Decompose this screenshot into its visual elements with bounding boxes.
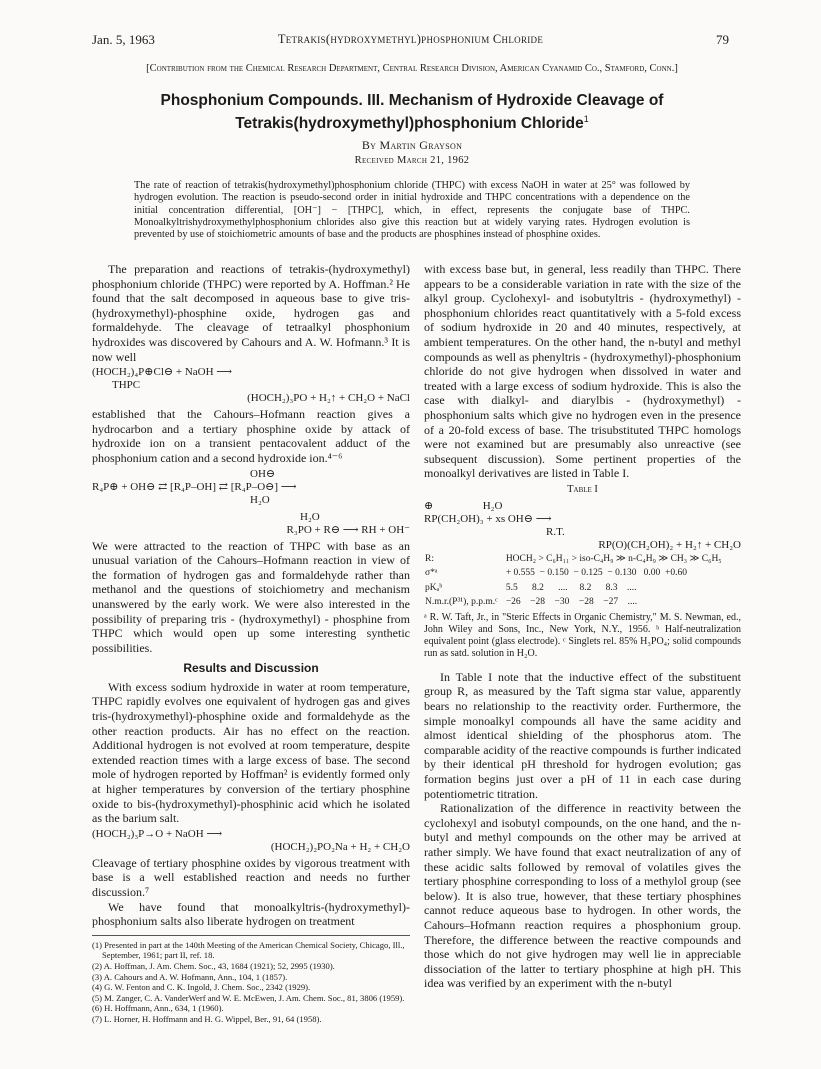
equation-1: (HOCH₂)₄P⊕Cl⊖ + NaOH ⟶ THPC (HOCH₂)₃PO + H₂↑ + CH₂O + NaCl xyxy=(92,366,410,405)
footnotes xyxy=(92,935,410,1025)
abstract: The rate of reaction of tetrakis(hydroxymethyl)phosphonium chloride (THPC) with excess NaOH in water at 25° was followed by hydrogen evolution. The reaction is pseudo-second order in initial hydroxide and THPC concentrations with a dependence on the initial concentration differential, [OH⁻] − [THPC], which, in effect, represents the conjugate base of THPC. Monoalkyltrishydroxymethylphosphonium chlorides also give this reaction but at widely varying rates. Hydrogen evolution is prevented by use of stoichiometric amounts of base and the products are phosphines instead of phosphine oxides. xyxy=(134,180,690,241)
table-cell: R: xyxy=(425,553,434,564)
table-row xyxy=(424,581,741,596)
paragraph: Cleavage of tertiary phosphine oxides by vigorous treatment with base is a well established reaction and needs no further discussion.⁷ xyxy=(92,855,410,899)
paragraph: With excess sodium hydroxide in water at room temperature, THPC rapidly evolves one equivalent of hydrogen gas and gives tris-(hydroxymethyl)-phosphine oxide and formaldehyde as the other reaction products. Air has no effect on the reaction. Additional hydrogen is not evolved at room temperature, despite extended reaction times with a large excess of base. The second mole of hydrogen reported by Hoffman² is evidently formed only at higher temperatures by conversion of the tertiary phosphine oxide to bis-(hydroxymethyl)-phosphinic acid which he isolated as the barium salt. xyxy=(92,679,410,826)
received-date: Received March 21, 1962 xyxy=(354,155,470,166)
running-title: Tetrakis(hydroxymethyl)phosphonium Chloride xyxy=(277,32,544,46)
footnote: (4) G. W. Fenton and C. K. Ingold, J. Chem. Soc., 2342 (1929). xyxy=(92,982,311,993)
title-line-2: Tetrakis(hydroxymethyl)phosphonium Chloride$^1$ xyxy=(235,114,589,133)
paragraph: We were attracted to the reaction of THPC with base as an unusual variation of the Cahours–Hofmann reaction in view of the formation of hydrogen gas and formaldehyde rather than methanol and the questions of stoichiometry and mechanism unanswered by the early work. We were also interested in the possibility of preparing tris - (hydroxymethyl) - phosphine from THPC which would open up some interesting synthetic possibilities. xyxy=(92,538,410,655)
article-title xyxy=(92,92,732,133)
footnote: (7) L. Horner, H. Hoffmann and H. G. Wippel, Ber., 91, 64 (1958). xyxy=(92,1013,322,1024)
paragraph: Rationalization of the difference in reactivity between the cyclohexyl and isobutyl compounds, on the one hand, and the n-butyl and methyl compounds on the other may be arrived at rather simply. We have found that exact neutralization of any of these acidic salts followed by removal of volatiles gives the tertiary phosphine corresponding to loss of a methylol group (see below). It is also true, however, that these tertiary phosphines cannot reduce aqueous base to hydrogen. In other words, the Cahours–Hofmann reaction requires a phosphonium group. Therefore, the difference between the reactive compounds and those which do not give hydrogen may well lie in appreciable dissociation of the latter to tertiary phosphine at high pH. This idea was verified by an experiment with the n-butyl xyxy=(424,801,741,991)
table-cell: + 0.555 − 0.150 − 0.125 − 0.130 0.00 +0.60 xyxy=(505,568,687,579)
paragraph: with excess base but, in general, less readily than THPC. There appears to be a considerable variation in rate with the size of the alkyl group. Cyclohexyl- and isobutyltris - (hydroxymethyl) - phosphonium chlorides react quantitatively with a 5-fold excess of sodium hydroxide in 20 and 40 minutes, respectively, at ambient temperatures. On the other hand, the n-butyl and methyl compounds as well as phenyltris - (hydroxymethyl)-phosphonium chloride do not give hydrogen when dissolved in water and treated with a large excess of sodium hydroxide. This is also the case with dialkyl- and diarylbis - (hydroxymethyl) - phosphonium salts which give no hydrogen even in the presence of a 20-fold excess of base. The trisubstituted THPC homologs were not examined but are presumably also unreactive (see subsequent discussion). Some pertinent properties of the monoalkyl derivatives are listed in Table I. xyxy=(424,262,741,481)
header-date: Jan. 5, 1963 xyxy=(92,32,155,47)
paragraph: The preparation and reactions of tetrakis-(hydroxymethyl) phosphonium chloride (THPC) were reported by A. Hoffman.² He found that the salt decomposed in aqueous base to give tris-(hydroxymethyl)-phosphine oxide, hydrogen gas and formaldehyde. The cleavage of tetraalkyl phosphonium hydroxides was discovered by Cahours and A. W. Hofmann.³ It is now well xyxy=(92,262,410,364)
paragraph: In Table I note that the inductive effect of the substituent group R, as measured by the Taft sigma star value, apparently bears no relationship to the reactivity order. Furthermore, the simple monoalkyl compounds all have the same acidity and almost identical shielding of the phosphorus atom. The comparable acidity of the reactive compounds is further indicated by their identical pH threshold for hydrogen evolution; gas formation begins just over a pH of 11 in each case during potentiometric titration. xyxy=(424,669,741,801)
footnote: (3) A. Cahours and A. W. Hofmann, Ann., 104, 1 (1857). xyxy=(92,971,288,982)
equation-3: (HOCH₂)₃P→O + NaOH ⟶ (HOCH₂)₂PO₂Na + H₂ + CH₂O xyxy=(92,827,410,853)
footnote: (2) A. Hoffman, J. Am. Chem. Soc., 43, 1684 (1921); 52, 2995 (1930). xyxy=(92,960,335,971)
contribution-line: [Contribution from the Chemical Research Department, Central Research Division, American Cyanamid Co., Stamford, Conn.] xyxy=(146,63,678,74)
table-footnotes: ᵃ R. W. Taft, Jr., in "Steric Effects in Organic Chemistry," M. S. Newman, ed., John Wiley and Sons, Inc., New York, N.Y., 1956. ᵇ Half-neutralization equivalent point (glass electrode). ᶜ Singlets rel. 85% H₃PO₄; solid compounds run as satd. solution in H₂O. xyxy=(424,611,741,659)
table-cell: σ*ᵃ xyxy=(425,568,438,579)
equation-2: OH⊖ R₄P⊕ + OH⊖ ⇄ [R₄P–OH] ⇄ [R₄P–O⊖] ⟶ H₂O H₂O R₃PO + R⊖ ⟶ RH + OH⁻ xyxy=(92,467,410,536)
section-heading: Results and Discussion xyxy=(183,661,319,676)
data-table xyxy=(424,552,741,610)
title-footnote-mark: 1 xyxy=(583,114,589,124)
page-number: 79 xyxy=(716,32,729,47)
table-row xyxy=(424,552,741,567)
table-cell: N.m.r.(P³¹), p.p.m.ᶜ xyxy=(425,597,498,608)
table-row xyxy=(424,595,741,610)
author: By Martin Grayson xyxy=(361,138,463,152)
table-reaction-equation: ⊕ H₂O RP(CH₂OH)₃ + xs OH⊖ ⟶ R.T. RP(O)(CH₂OH)₂ + H₂↑ + CH₂O xyxy=(424,499,741,551)
table-cell: −26 −28 −30 −28 −27 .... xyxy=(505,597,638,608)
left-column xyxy=(92,262,410,1025)
footnote: (1) Presented in part at the 140th Meeting of the American Chemical Society, Chicago, Ill., September, 1961; part II, ref. 18. xyxy=(92,939,405,961)
table-cell: HOCH₂ > C₆H₁₁ > iso-C₄H₉ ≫ n-C₄H₉ ≫ CH₃ ≫ C₆H₅ xyxy=(505,553,722,564)
paragraph: established that the Cahours–Hofmann reaction gives a hydrocarbon and a tertiary phosphine oxide by attack of hydroxide ion on a transient pentacovalent adduct of the phosphonium cation and a second hydroxide ion.⁴⁻⁶ xyxy=(92,407,410,465)
title-line-1: Phosphonium Compounds. III. Mechanism of Hydroxide Cleavage of xyxy=(160,92,664,109)
right-column xyxy=(424,262,741,991)
paragraph: We have found that monoalkyltris-(hydroxymethyl)-phosphonium salts also liberate hydrogen on treatment xyxy=(92,899,410,929)
footnote: (6) H. Hoffmann, Ann., 634, 1 (1960). xyxy=(92,1003,224,1014)
table-row xyxy=(424,566,741,581)
footnote: (5) M. Zanger, C. A. VanderWerf and W. E. McEwen, J. Am. Chem. Soc., 81, 3806 (1959). xyxy=(92,992,405,1003)
table-cell: pKₐᵇ xyxy=(425,582,443,593)
table-caption: Table I xyxy=(567,483,598,495)
table-cell: 5.5 8.2 .... 8.2 8.3 .... xyxy=(505,582,637,593)
